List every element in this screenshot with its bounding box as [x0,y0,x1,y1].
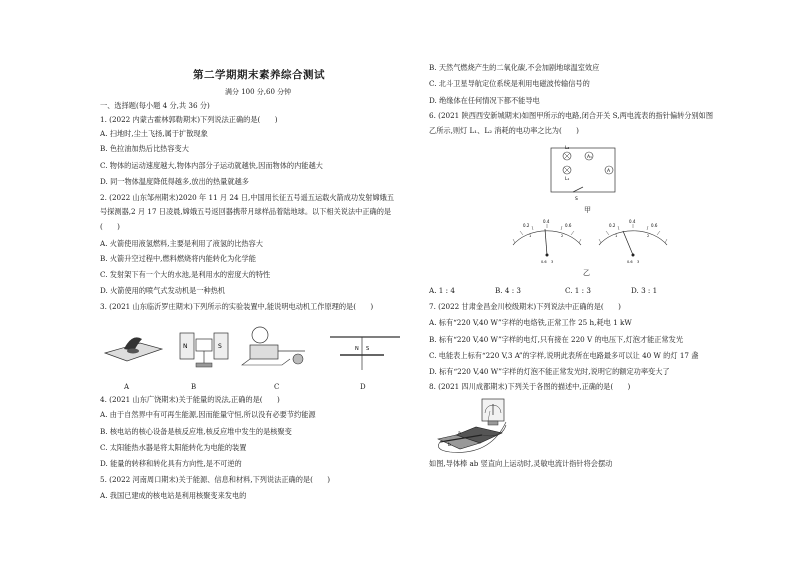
right-dial-mid-2: 2 [647,234,650,238]
q3-label-b: B [191,383,197,391]
conductor-label-a: a [458,431,461,436]
q3-label-c: C [274,383,280,391]
q4-option-a: A. 由于自然界中有可再生能源,因而能量守恒,所以没有必要节约能源 [100,410,316,419]
svg-text:N: N [355,346,359,352]
circuit-label-l1: L₁ [565,177,570,182]
right-dial-mid-1: 1 [615,234,618,238]
q1-option-d: D. 同一物体温度降低得越多,放出的热量就越多 [100,177,249,186]
svg-text:S: S [218,343,222,350]
q5-option-a: A. 我国已建成的核电站是利用核聚变来发电的 [100,491,247,500]
q2-option-a: A. 火箭使用液氢燃料,主要是利用了液氢的比热容大 [100,239,263,248]
left-dial-mid-1: 1 [529,234,532,238]
circuit-label-a: A [607,169,611,174]
q5-option-c: C. 北斗卫星导航定位系统是利用电磁波传输信号的 [429,79,590,88]
page-subtitle: 满分 100 分,60 分钟 [225,88,292,96]
right-dial-terminal-2: 3 [637,260,640,264]
question-5: 5. (2022 河南周口期末)关于能源、信息和材料,下列说法正确的是( ) [100,475,331,484]
q3-figure-d [330,337,400,370]
question-2: 2. (2022 山东邹州期末)2020 年 11 月 24 日,中国用长征五号遥五运载火箭成功发射嫦娥五 [100,193,395,202]
conductor-label-b: b [448,443,451,448]
question-3: 3. (2021 山东临沂罗庄期末)下列所示的实验装置中,能说明电动机工作原理的是( ) [100,302,374,311]
q3-figure-c [242,327,305,365]
left-dial-tick-3: 0.6 [565,223,572,228]
q6-option-a: A. 1 : 4 [429,286,455,295]
ammeter-right [599,219,667,264]
q6-ammeter-figure [505,215,675,265]
ammeter-left [513,219,581,264]
q5-option-d: D. 绝缘体在任何情况下都不能导电 [429,96,540,105]
left-dial-terminal-1: 0.6 [541,260,547,264]
q4-option-c: C. 太阳能热水器是将太阳能转化为电能的装置 [100,443,247,452]
question-8: 8. (2021 四川成都期末)下列关于各图的描述中,正确的是( ) [429,382,631,391]
svg-text:N: N [183,343,188,350]
right-dial-tick-3: 0.6 [651,223,658,228]
right-dial-tick-1: 0.2 [609,223,616,228]
q4-option-b: B. 核电站的核心设备是核反应堆,核反应堆中发生的是核聚变 [100,427,292,436]
q3-figure-b [180,333,228,367]
right-dial-tick-2: 0.4 [629,219,636,224]
q6-option-b: B. 4 : 3 [495,286,521,295]
q1-option-c: C. 物体的运动速度越大,物体内部分子运动就越快,因而物体的内能越大 [100,161,323,170]
question-7: 7. (2022 甘肃金昌金川校级期末)下列说法中正确的是( ) [429,302,621,311]
q6-label-yi: 乙 [583,269,590,277]
page-title: 第二学期期末素养综合测试 [193,69,325,81]
q8-figure [430,395,540,453]
q2-option-b: B. 火箭升空过程中,燃料燃烧将内能转化为化学能 [100,254,256,263]
question-6-cont: 乙所示,则灯 L₁、L₂ 消耗的电功率之比为( ) [429,126,579,135]
q6-option-c: C. 1 : 3 [565,286,591,295]
q7-option-a: A. 标有“220 V,40 W”字样的电烙铁,正常工作 25 h,耗电 1 kW [429,318,632,327]
q3-label-a: A [124,383,130,391]
q2-option-d: D. 火箭使用的喷气式发动机是一种热机 [100,286,226,295]
right-dial-terminal-1: 0.6 [627,260,633,264]
q5-option-b: B. 天然气燃烧产生的二氧化碳,不会加剧地球温室效应 [429,63,600,72]
q6-circuit-figure [543,140,623,202]
circuit-label-s: S [575,197,578,202]
q7-option-d: D. 标有“220 V,40 W”字样的灯泡不能正常发光时,说明它的额定功率变大了 [429,367,670,376]
section-heading: 一、选择题(每小题 4 分,共 36 分) [100,101,210,110]
question-6: 6. (2021 陕西西安新城期末)如图甲所示的电路,闭合开关 S,两电流表的指针偏转分别如图 [429,111,714,120]
q6-label-jia: 甲 [584,206,591,214]
q1-option-b: B. 色拉油加热后比热容变大 [100,144,189,153]
left-dial-tick-1: 0.2 [523,223,530,228]
q6-option-d: D. 3 : 1 [631,286,658,295]
left-dial-terminal-2: 3 [551,260,554,264]
q7-option-b: B. 标有“220 V,40 W”字样的电灯,只有接在 220 V 的电压下,灯泡才能正常发光 [429,335,684,344]
q4-option-d: D. 能量的转移和转化具有方向性,是不可逆的 [100,459,242,468]
question-2-paren: ( ) [100,222,120,231]
q3-figure-a [105,337,162,361]
question-1: 1. (2022 内蒙古霍林郭勒期末)下列说法正确的是( ) [100,115,278,124]
circuit-label-a1: A₁ [587,155,592,160]
left-dial-tick-2: 0.4 [543,219,550,224]
q3-figure [100,315,410,385]
left-dial-mid-2: 2 [561,234,564,238]
q8-statement: 如图,导体棒 ab 竖直向上运动时,灵敏电流计指针将会摆动 [429,459,613,468]
q2-option-c: C. 发射架下有一个大的水池,是利用水的密度大的特性 [100,270,271,279]
q3-label-d: D [360,383,366,391]
q1-option-a: A. 扫地时,尘土飞扬,属于扩散现象 [100,129,208,138]
q7-option-c: C. 电能表上标有“220 V,3 A”的字样,说明此表所在电路最多可以让 40 W 的灯 17 盏 [429,351,699,360]
question-2-cont: 号探测器,2 月 17 日凌晨,嫦娥五号返回器携带月球样品着陆地球。以下相关说法中正确的是 [100,207,392,216]
question-4: 4. (2021 山东广饶期末)关于能量的说法,正确的是( ) [100,395,280,404]
circuit-label-l2: L₂ [565,146,570,151]
svg-text:S: S [366,346,370,352]
